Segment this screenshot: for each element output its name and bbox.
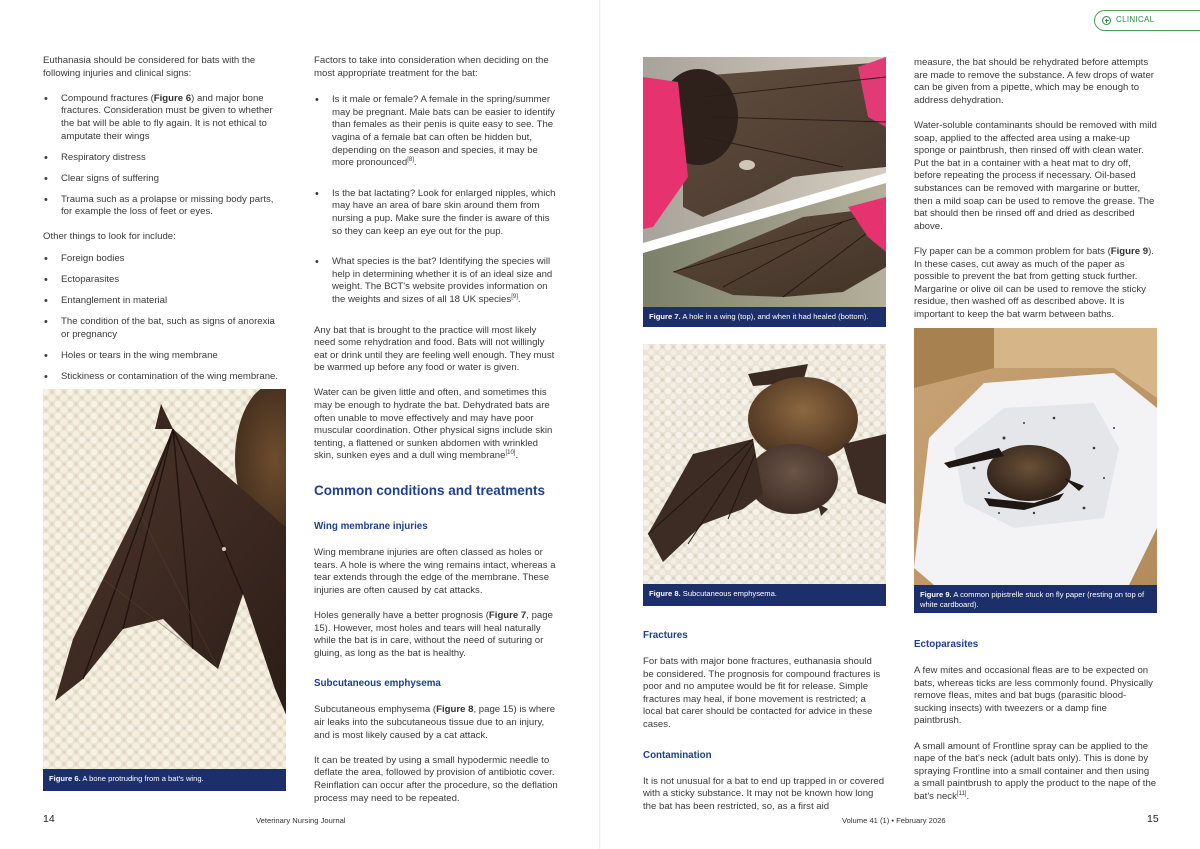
figure-6 xyxy=(43,389,286,791)
rehydration-paragraph: Any bat that is brought to the practice will most likely need some rehydration and food. Bats will not willingly eat or drink until they are feeling well enough. They must be warmed up before any food or water is given. xyxy=(314,324,555,374)
bat-wing-photo xyxy=(43,389,286,769)
reference: [8] xyxy=(407,156,414,163)
figure-8 xyxy=(643,344,886,606)
list-item: • Is it male or female? A female in the spring/summer may be pregnant. Male bats can be easier to identify than females as their penis is quite easy to see. The vagina of a female bat can often be hidden but, depending on the season and species, it may be more pronounced[8]. xyxy=(314,94,559,170)
list-item: • Foreign bodies xyxy=(43,253,283,266)
other-things-intro: Other things to look for include: xyxy=(43,231,176,243)
journal-name: Veterinary Nursing Journal xyxy=(256,816,346,825)
left-column xyxy=(43,55,283,395)
list-item: • Entanglement in material xyxy=(43,295,283,308)
list-item: • Trauma such as a prolapse or missing body parts, for example the loss of feet or eyes. xyxy=(43,194,283,219)
figure-8-photo xyxy=(643,344,886,584)
figure-8-caption: Figure 8. Subcutaneous emphysema. xyxy=(643,584,886,606)
bat-fly-paper-photo xyxy=(914,328,1157,585)
factors-intro: Factors to take into consideration when deciding on the most appropriate treatment for the bat: xyxy=(314,55,549,79)
factors-list xyxy=(314,94,559,306)
right-column-2 xyxy=(914,57,1157,334)
euthanasia-intro: Euthanasia should be considered for bats with the following injuries and clinical signs: xyxy=(43,55,256,79)
list-item: • Respiratory distress xyxy=(43,152,283,165)
fractures-paragraph: For bats with major bone fractures, euthanasia should be considered. The prognosis for compound fractures is poor and no amputee would be fit for release. Simple fractures may heal, if bone movement is restricted; a local bat carer should be contacted for advice in these cases. xyxy=(643,656,881,730)
list-item: • Stickiness or contamination of the wing membrane. xyxy=(43,371,283,384)
contamination-paragraph: It is not unusual for a bat to end up trapped in or covered with a sticky substance. It may not be known how long the bat has been restricted, so, as a first aid xyxy=(643,775,885,812)
figure-7 xyxy=(643,57,886,327)
list-item: • Ectoparasites xyxy=(43,274,283,287)
figure-ref: Figure 8 xyxy=(436,704,474,716)
figure-7-photo xyxy=(643,57,886,307)
bat-wing-hole-photos xyxy=(643,57,886,307)
reference: [11] xyxy=(956,790,967,797)
mites-paragraph: A few mites and occasional fleas are to be expected on bats, whereas ticks are less commonly found. Physically remove fleas, mites and bat bugs (parasitic blood-sucking insects) with tweezers or a damp fine paintbrush. xyxy=(914,665,1153,727)
fly-paper-paragraph: Fly paper can be a common problem for bats (Figure 9). In these cases, cut away as much of the paper as possible to prevent the bat from getting stuck further. Margarine or olive oil can be used to remove the sticky residue, then washed off as described above. It is important to keep the bat warm between baths. xyxy=(914,245,1154,320)
right-column-2-lower xyxy=(914,639,1157,816)
middle-column xyxy=(314,55,559,818)
ectoparasites-heading: Ectoparasites xyxy=(914,639,979,650)
reference: [10] xyxy=(505,450,516,457)
treatment-paragraph: It can be treated by using a small hypodermic needle to deflate the area, followed by provision of antibiotic cover. Reinflation can occur after the procedure, so the deflation process may need to be repeated. xyxy=(314,754,558,804)
holes-paragraph: Holes generally have a better prognosis (Figure 7, page 15). However, most holes and tears will heal naturally while the bat is in care, without the need of suturing or gluing, as long as the bat is healthy. xyxy=(314,610,553,659)
page-number-right: 15 xyxy=(1147,813,1159,825)
figure-ref: Figure 9 xyxy=(1110,245,1149,257)
figure-9-photo xyxy=(914,328,1157,585)
wing-injuries-paragraph: Wing membrane injuries are often classed as holes or tears. A hole is where the wing remains intact, whereas a tear extends through the edge of the membrane. These injuries are often caused by cat attacks. xyxy=(314,547,556,596)
frontline-paragraph: A small amount of Frontline spray can be applied to the nape of the bat's neck (adult bats only). This is done by spraying Frontline into a small container and then using a small paintbrush to apply the product to the nape of the bat's neck[11]. xyxy=(914,740,1157,802)
list-item: • The condition of the bat, such as signs of anorexia or pregnancy xyxy=(43,316,283,341)
list-item: • What species is the bat? Identifying the species will help in determining whether it is of an ideal size and weight. The BCT's website provides information on the weights and sizes of all 18 UK species[9]. xyxy=(314,256,559,306)
section-tab xyxy=(1094,10,1200,31)
common-conditions-heading: Common conditions and treatments xyxy=(314,483,546,499)
page-number-left: 14 xyxy=(43,813,55,825)
right-page xyxy=(600,0,1200,849)
other-things-list xyxy=(43,253,283,384)
water-soluble-paragraph: Water-soluble contaminants should be removed with mild soap, applied to the affected area using a make-up sponge or paintbrush, then rinsed off with clean water. Put the bat in a container with a heat mat to dry off, before repeating the process if necessary. Oil-based substances can be removed with margarine or butter, then a mild soap can be used to remove the grease. The bat should then be rinsed off and dried as described above. xyxy=(914,119,1157,232)
list-item: • Holes or tears in the wing membrane xyxy=(43,350,283,363)
figure-ref: Figure 7 xyxy=(488,610,527,621)
plus-circle-icon xyxy=(1102,16,1111,25)
section-label: CLINICAL xyxy=(1116,15,1155,25)
contamination-heading: Contamination xyxy=(643,749,712,761)
fractures-heading: Fractures xyxy=(643,630,688,641)
figure-ref: Figure 6 xyxy=(153,92,192,104)
wing-membrane-heading: Wing membrane injuries xyxy=(314,521,428,533)
figure-6-photo xyxy=(43,389,286,769)
issue-info: Volume 41 (1) • February 2026 xyxy=(842,816,946,825)
figure-6-caption: Figure 6. A bone protruding from a bat's wing. xyxy=(43,769,286,791)
rehydrate-paragraph: measure, the bat should be rehydrated before attempts are made to remove the substance. A few drops of water can be given from a pipette, which may be enough to address dehydration. xyxy=(914,57,1154,106)
reference: [9] xyxy=(511,293,518,300)
figure-7-caption: Figure 7. A hole in a wing (top), and when it had healed (bottom). xyxy=(643,307,886,327)
subcutaneous-paragraph: Subcutaneous emphysema (Figure 8, page 15) is where air leaks into the subcutaneous tissue due to an injury, and is most likely caused by a cat attack. xyxy=(314,704,556,741)
list-item: • Clear signs of suffering xyxy=(43,173,283,186)
right-column-1 xyxy=(643,630,885,826)
bat-emphysema-photo xyxy=(643,344,886,584)
figure-9-caption: Figure 9. A common pipistrelle stuck on fly paper (resting on top of white cardboard). xyxy=(914,585,1157,613)
list-item: • Compound fractures (Figure 6) and major bone fractures. Consideration must be given to whether the bat will be able to fly again. It is not ethical to amputate their wings xyxy=(43,93,283,143)
euthanasia-signs-list xyxy=(43,93,283,219)
water-paragraph: Water can be given little and often, and sometimes this may be enough to hydrate the bat. Dehydrated bats are often unable to move effectively and may have poor muscular coordination. Other physical signs include skin tenting, a flattened or sunken abdomen with wrinkled skin, sunken eyes and a dull wing membrane[10]. xyxy=(314,387,553,462)
list-item: • Is the bat lactating? Look for enlarged nipples, which may have an area of bare skin around them from nursing a pup. Make sure the finder is aware of this so they can keep an eye out for the pup. xyxy=(314,188,559,238)
figure-9 xyxy=(914,328,1157,613)
subcutaneous-heading: Subcutaneous emphysema xyxy=(314,678,441,690)
